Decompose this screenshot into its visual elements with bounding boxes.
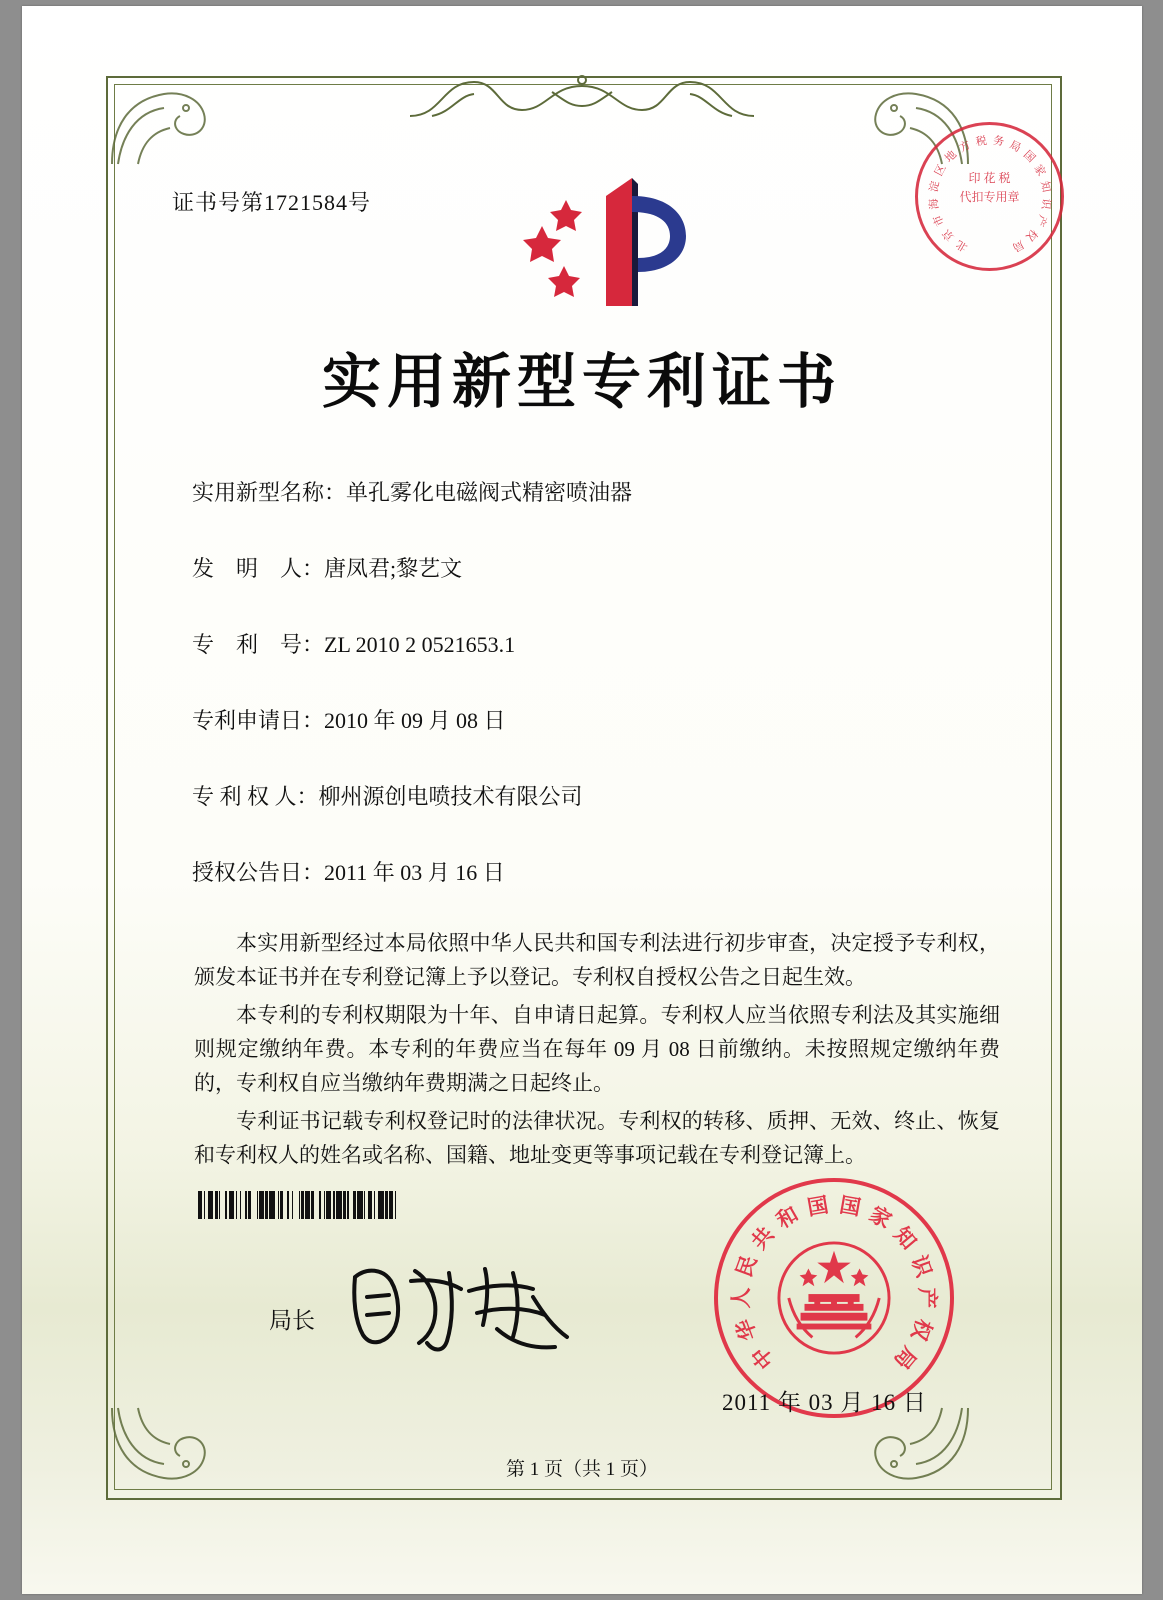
field-value: ZL 2010 2 0521653.1 bbox=[324, 632, 516, 657]
tax-stamp bbox=[915, 122, 1064, 271]
field-value: 2011 年 03 月 16 日 bbox=[324, 860, 505, 885]
field-row bbox=[192, 552, 992, 583]
field-list bbox=[192, 476, 992, 932]
tax-stamp-center bbox=[918, 169, 1061, 206]
director-signature bbox=[337, 1251, 587, 1361]
legal-text bbox=[194, 926, 1000, 1176]
sipo-logo-icon bbox=[520, 174, 700, 314]
tax-stamp-ring-text: 北 京 市 海 淀 区 地 方 税 务 局 国 家 知 识 产 权 局 bbox=[927, 134, 1052, 253]
field-row bbox=[192, 704, 992, 735]
field-row bbox=[192, 476, 992, 507]
field-row bbox=[192, 856, 992, 887]
top-ornament bbox=[402, 72, 762, 124]
field-label: 发 明 人： bbox=[192, 556, 325, 581]
official-stamp bbox=[714, 1178, 954, 1418]
tax-stamp-line1: 印 花 税 bbox=[968, 171, 1011, 185]
field-label: 实用新型名称： bbox=[192, 480, 347, 505]
barcode bbox=[198, 1191, 534, 1219]
field-label: 专 利 号： bbox=[192, 632, 325, 657]
field-row bbox=[192, 780, 992, 811]
official-stamp-ring-text: 中 华 人 民 共 和 国 国 家 知 识 产 权 局 bbox=[729, 1192, 939, 1374]
legal-paragraph: 本实用新型经过本局依照中华人民共和国专利法进行初步审查，决定授予专利权，颁发本证书并在专利登记簿上予以登记。专利权自授权公告之日起生效。 bbox=[194, 931, 1000, 990]
legal-paragraph: 专利证书记载专利权登记时的法律状况。专利权的转移、质押、无效、终止、恢复和专利权人的姓名或名称、国籍、地址变更等事项记载在专利登记簿上。 bbox=[194, 1109, 1000, 1168]
issue-date: 2011 年 03 月 16 日 bbox=[722, 1390, 927, 1415]
page-title: 实用新型专利证书 bbox=[321, 347, 842, 416]
field-value: 2010 年 09 月 08 日 bbox=[324, 708, 506, 733]
page-footer: 第 1 页（共 1 页） bbox=[505, 1459, 658, 1480]
field-row bbox=[192, 628, 992, 659]
director-label: 局长 bbox=[269, 1308, 315, 1333]
field-value: 单孔雾化电磁阀式精密喷油器 bbox=[346, 480, 633, 505]
field-label: 专利申请日： bbox=[192, 708, 325, 733]
field-label: 专 利 权 人： bbox=[192, 784, 319, 809]
legal-paragraph: 本专利的专利权期限为十年、自申请日起算。专利权人应当依照专利法及其实施细则规定缴纳年费。本专利的年费应当在每年 09 月 08 日前缴纳。未按照规定缴纳年费的，专利权自应当缴纳年费期满之日起终止。 bbox=[194, 1003, 1000, 1096]
corner-ornament-top-left bbox=[108, 78, 228, 168]
tax-stamp-line2: 代扣专用章 bbox=[959, 189, 1020, 204]
national-emblem-icon bbox=[775, 1239, 893, 1357]
field-label: 授权公告日： bbox=[192, 860, 325, 885]
certificate-number: 证书号第1721584号 bbox=[172, 190, 372, 215]
field-value: 柳州源创电喷技术有限公司 bbox=[318, 784, 583, 809]
certificate-page bbox=[22, 6, 1142, 1594]
field-value: 唐凤君;黎艺文 bbox=[324, 556, 463, 581]
